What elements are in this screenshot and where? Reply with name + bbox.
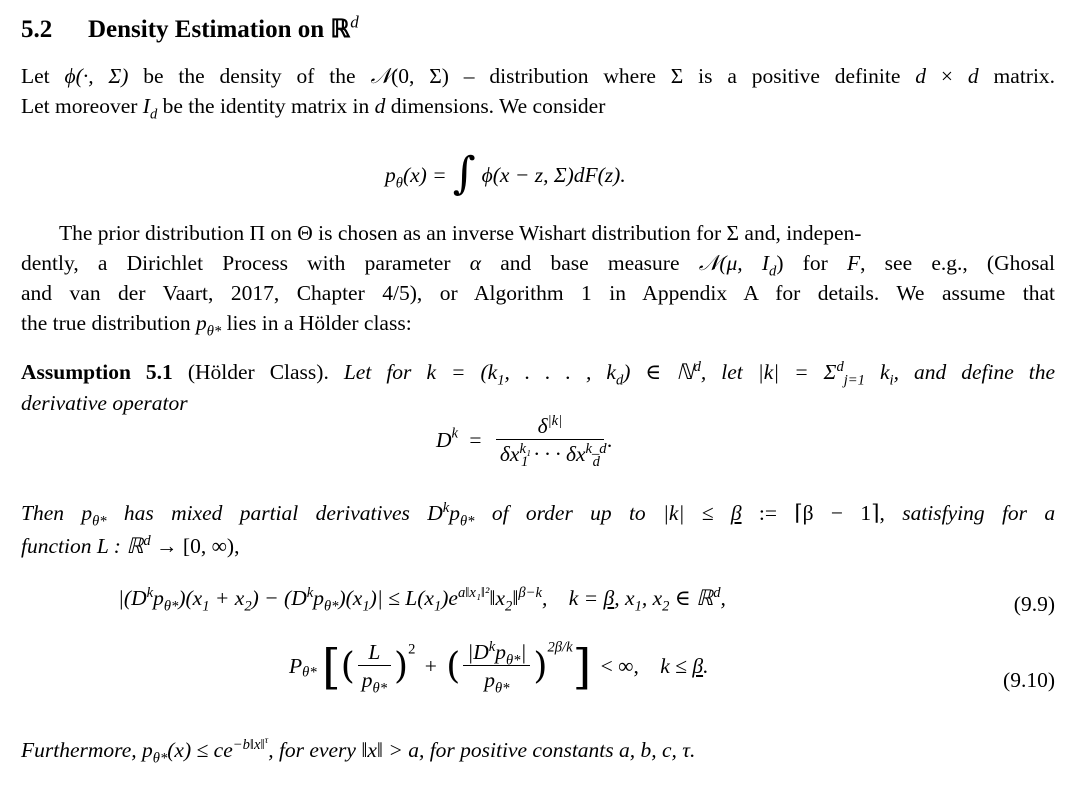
- math: p: [385, 163, 396, 187]
- assumption-name: (Hölder Class).: [187, 360, 329, 384]
- text: and base measure: [500, 251, 680, 275]
- math: · · ·: [528, 442, 566, 466]
- math: d: [374, 94, 386, 118]
- math: d: [915, 64, 927, 88]
- text: derivative operator: [21, 391, 188, 415]
- math: |(D: [118, 586, 147, 610]
- section-title-superscript: d: [350, 12, 359, 32]
- integral-sign: ∫: [452, 148, 476, 199]
- text: dimensions. We consider: [390, 94, 606, 118]
- math: ϕ(·, Σ): [64, 64, 129, 88]
- math: ×: [940, 64, 954, 88]
- math: (x) ≤ ce: [167, 738, 233, 762]
- math-subscript: θ*: [494, 680, 510, 697]
- text: the true distribution: [21, 311, 191, 335]
- text: , see e.g., (Ghosal: [860, 251, 1056, 275]
- text: be the identity matrix in: [162, 94, 370, 118]
- math-subscript: θ*: [302, 664, 317, 681]
- paragraph-2-line-3: [21, 278, 1055, 308]
- text: function: [21, 534, 92, 558]
- text: Let for: [343, 360, 412, 384]
- math: + x: [209, 586, 245, 610]
- text: , let: [700, 360, 743, 384]
- math: 𝒩: [698, 251, 720, 276]
- fraction: [496, 412, 607, 471]
- math: p: [153, 586, 164, 610]
- paragraph-2-line-2: [21, 248, 1055, 279]
- math-subscript: θ*: [323, 598, 339, 615]
- math: P: [289, 654, 303, 678]
- math: k = (k: [426, 360, 498, 384]
- text: lies in a Hölder class:: [226, 311, 412, 335]
- text: satisfying for a: [902, 501, 1056, 525]
- math: ‖x: [489, 586, 505, 610]
- math: δx: [499, 442, 520, 466]
- math-subscript: 2: [505, 598, 513, 615]
- math: ) − (D: [251, 586, 307, 610]
- assumption-line-2: [21, 388, 188, 418]
- math: , x: [641, 586, 663, 610]
- math-superscript: d: [836, 358, 844, 375]
- math: p: [484, 668, 495, 692]
- math: L: [368, 640, 381, 664]
- text: be the density of the: [143, 64, 356, 88]
- text: Furthermore,: [21, 738, 137, 762]
- math-subscript: j=1: [843, 372, 865, 389]
- math-subscript: d: [592, 454, 600, 471]
- math-superscript: a‖x₁‖²: [457, 584, 490, 601]
- math: ‖x‖ > a,: [361, 738, 425, 762]
- math: p: [495, 640, 506, 664]
- math-subscript: 1: [362, 598, 370, 615]
- math: +: [424, 654, 437, 678]
- left-paren: (: [446, 645, 461, 687]
- math-subscript: 1: [202, 598, 210, 615]
- math-superscript: β−k: [518, 584, 542, 601]
- math-subscript: θ*: [92, 513, 107, 530]
- math: ,: [720, 586, 726, 610]
- math: k: [880, 360, 890, 384]
- math: d: [967, 64, 979, 88]
- right-paren: ): [533, 645, 548, 687]
- math: < ∞,: [600, 654, 639, 678]
- paragraph-2-line-4: [21, 308, 412, 338]
- math: ,: [541, 586, 548, 610]
- math: , . . . , k: [504, 360, 616, 384]
- math: p: [449, 501, 460, 525]
- math-superscript: d: [143, 532, 151, 549]
- math-superscript: d: [713, 584, 721, 601]
- text: , for every: [268, 738, 356, 762]
- equation-9-10: [289, 638, 709, 697]
- assumption-line-3: [21, 498, 1055, 528]
- math: D: [436, 428, 452, 452]
- math: F: [846, 251, 861, 275]
- paragraph-1-line-1: [21, 61, 1055, 92]
- math-subscript: θ*: [206, 323, 222, 340]
- math-subscript: i: [889, 372, 894, 389]
- math-subscript: θ*: [505, 652, 521, 669]
- paragraph-1-line-2: [21, 91, 605, 121]
- text: of order up to: [491, 501, 646, 525]
- text: and van der Vaart, 2017, Chapter 4/5), or Algorithm 1 in Appendix A for details. We assume that: [21, 281, 1055, 305]
- math-subscript: 2: [662, 598, 670, 615]
- math-subscript: 1: [433, 598, 442, 615]
- section-title: Density Estimation on ℝ: [88, 16, 351, 43]
- text: for positive constants: [429, 738, 614, 762]
- math-subscript: θ*: [372, 680, 388, 697]
- paragraph-2-line-1: [59, 218, 861, 248]
- math-subscript: θ*: [460, 513, 475, 530]
- math-superscript: k: [451, 425, 459, 442]
- math-superscript: k: [146, 584, 154, 601]
- section-number: 5.2: [21, 16, 53, 43]
- math: )(x: [338, 586, 363, 610]
- math: p: [81, 501, 93, 525]
- math: |k| = Σ: [757, 360, 837, 384]
- math-superscript: τ: [264, 734, 269, 746]
- math-superscript: k: [442, 499, 450, 516]
- assumption-line-1: [21, 357, 1055, 387]
- math: p: [142, 738, 153, 762]
- math: .: [606, 428, 613, 452]
- math: β: [603, 586, 615, 610]
- math-subscript: θ*: [163, 598, 179, 615]
- assumption-label: Assumption 5.1: [21, 360, 173, 384]
- section-heading: [21, 14, 359, 44]
- math: 𝒩: [370, 64, 392, 89]
- math: p: [195, 311, 207, 335]
- fraction: [463, 638, 530, 697]
- math: )e: [441, 586, 458, 610]
- math: := ⌈β − 1⌉,: [758, 501, 885, 525]
- text: Then: [21, 501, 64, 525]
- math: β: [692, 654, 704, 678]
- math: )| ≤ L(x: [369, 586, 434, 610]
- text: dently, a Dirichlet Process with parameter: [21, 251, 451, 275]
- math: =: [469, 428, 482, 452]
- math-subscript: d: [149, 106, 158, 123]
- math: ∈ ℝ: [669, 586, 714, 610]
- math: α: [469, 251, 482, 275]
- math-subscript: d: [615, 372, 624, 389]
- math-subscript: 1: [521, 454, 529, 471]
- math: .: [703, 654, 709, 678]
- right-bracket: ]: [572, 638, 592, 695]
- math: |D: [467, 640, 489, 664]
- math-subscript: θ: [395, 175, 403, 192]
- fraction: [358, 640, 391, 697]
- equation-density: [385, 142, 626, 199]
- math: ) ∈ ℕ: [623, 360, 694, 384]
- math: → [0, ∞),: [156, 534, 240, 558]
- math: β: [730, 501, 742, 525]
- assumption-line-4: [21, 531, 239, 561]
- math-superscript: 2: [408, 641, 416, 658]
- left-paren: (: [340, 645, 355, 687]
- text: ) for: [776, 251, 828, 275]
- math: , x: [614, 586, 635, 610]
- math-superscript: 2β/k: [547, 639, 573, 656]
- math-superscript: k: [306, 584, 314, 601]
- math: ϕ(x − z, Σ)dF(z).: [481, 163, 626, 187]
- math: L : ℝ: [96, 534, 144, 558]
- math-superscript: k_d: [585, 440, 607, 457]
- math: k =: [568, 586, 599, 610]
- right-paren: ): [394, 645, 409, 687]
- text: , and define the: [893, 360, 1056, 384]
- math: δ: [537, 414, 548, 438]
- math-subscript: 1: [634, 598, 642, 615]
- math: D: [427, 501, 443, 525]
- math: |: [520, 640, 527, 664]
- math-subscript: θ*: [152, 750, 168, 767]
- math-superscript: k₁: [519, 440, 532, 457]
- math: δx: [565, 442, 586, 466]
- text: The prior distribution Π on Θ is chosen as an inverse Wishart distribution for Σ and, indepen-: [59, 221, 862, 245]
- math: )(x: [178, 586, 203, 610]
- equation-number-9-9: (9.9): [1013, 592, 1055, 616]
- text: (0, Σ) – distribution where Σ is a positive definite: [391, 64, 901, 88]
- math: p: [361, 668, 373, 692]
- text: matrix.: [993, 64, 1056, 88]
- equation-derivative-operator: [436, 412, 613, 471]
- math: a, b, c, τ.: [619, 738, 696, 762]
- text: has mixed partial derivatives: [123, 501, 410, 525]
- math: (μ, I: [719, 251, 769, 275]
- math: I: [142, 94, 150, 118]
- math-subscript: 1: [497, 372, 505, 389]
- math: |k| ≤: [663, 501, 714, 525]
- math-subscript: d: [769, 263, 777, 280]
- math: (x) =: [402, 163, 447, 187]
- math-superscript: |k|: [547, 412, 563, 429]
- equation-9-9: [118, 584, 726, 615]
- text: Let moreover: [21, 94, 138, 118]
- math: p: [313, 586, 324, 610]
- math-superscript: k: [488, 638, 496, 655]
- left-bracket: [: [322, 638, 341, 695]
- math-superscript: d: [693, 358, 701, 375]
- math-subscript: 2: [244, 598, 252, 615]
- math-superscript: −b‖x‖: [232, 736, 265, 753]
- text: Let: [21, 64, 50, 88]
- math: k ≤: [660, 654, 687, 678]
- math: ‖: [512, 586, 519, 610]
- equation-number-9-10: (9.10): [1003, 668, 1055, 692]
- final-line: [21, 735, 695, 765]
